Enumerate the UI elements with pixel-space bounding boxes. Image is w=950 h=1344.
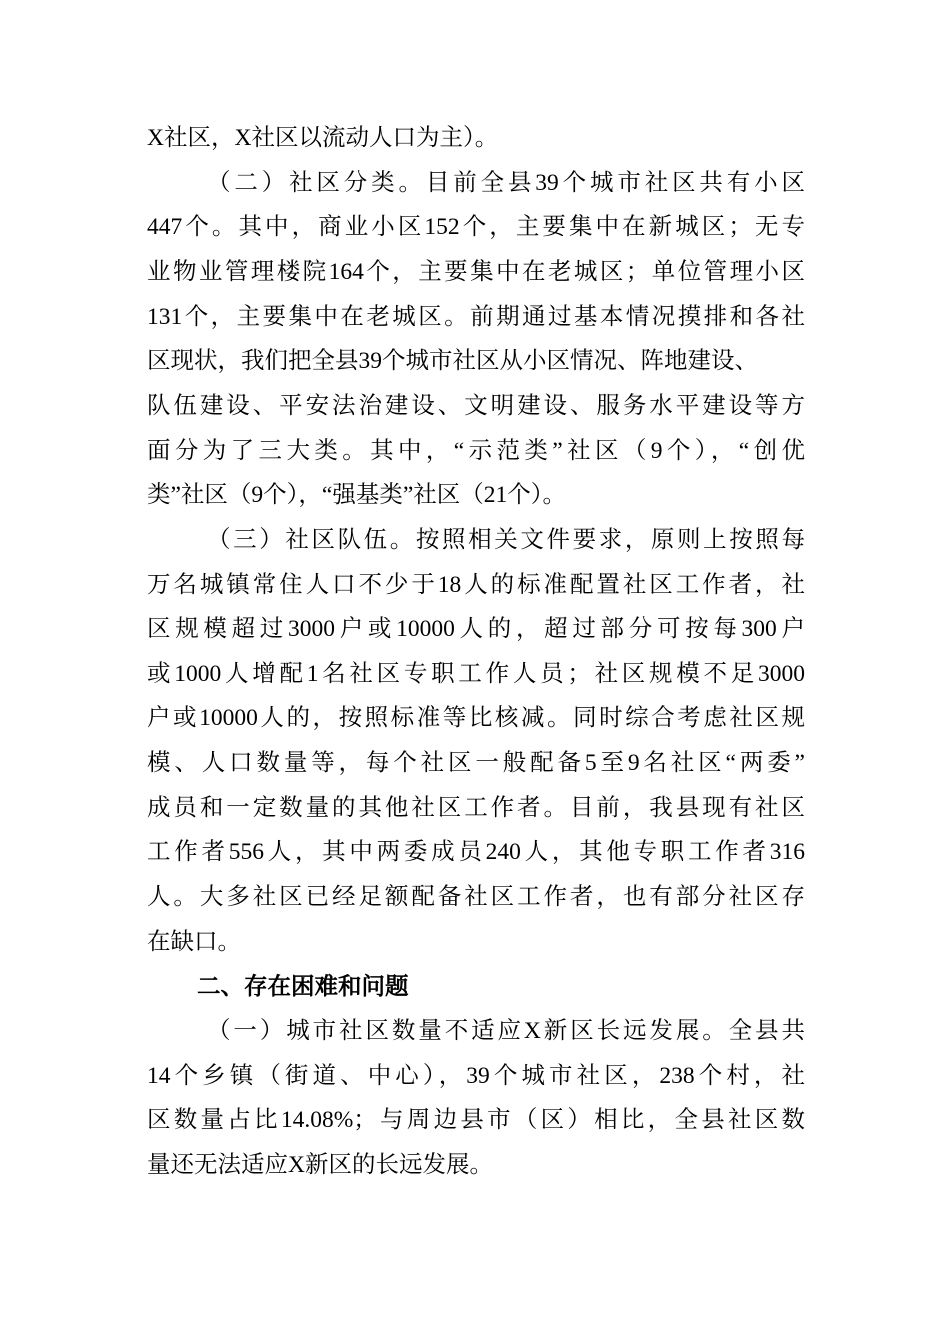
- text-line: 区数量占比14.08%；与周边县市（区）相比，全县社区数: [147, 1107, 805, 1134]
- text-line: 万名城镇常住人口不少于18人的标准配置社区工作者，社: [147, 571, 805, 598]
- text-line: 业物业管理楼院164个，主要集中在老城区；单位管理小区: [147, 258, 805, 285]
- text-line: 户或10000人的，按照标准等比核减。同时综合考虑社区规: [147, 705, 805, 732]
- text-line: 区规模超过3000户或10000人的，超过部分可按每300户: [147, 616, 805, 643]
- text-line: 在缺口。: [147, 928, 241, 955]
- text-line: 14个乡镇（街道、中心），39个城市社区，238个村，社: [147, 1062, 805, 1089]
- text-line: （二）社区分类。目前全县39个城市社区共有小区: [207, 169, 805, 196]
- text-line: 447个。其中，商业小区152个，主要集中在新城区；无专: [147, 214, 805, 241]
- text-line: 131个，主要集中在老城区。前期通过基本情况摸排和各社: [147, 303, 805, 330]
- text-line: （三）社区队伍。按照相关文件要求，原则上按照每: [207, 526, 805, 553]
- text-line: （一）城市社区数量不适应X新区长远发展。全县共: [207, 1018, 805, 1044]
- text-line: 工作者556人，其中两委成员240人，其他专职工作者316: [147, 839, 805, 866]
- text-line: 成员和一定数量的其他社区工作者。目前，我县现有社区: [147, 794, 805, 821]
- text-line: 或1000人增配1名社区专职工作人员；社区规模不足3000: [147, 660, 805, 687]
- text-line: 量还无法适应X新区的长远发展。: [147, 1151, 493, 1178]
- text-line: 区现状，我们把全县39个城市社区从小区情况、阵地建设、: [147, 348, 758, 375]
- text-line: X社区，X社区以流动人口为主）。: [147, 125, 499, 151]
- text-line: 队伍建设、平安法治建设、文明建设、服务水平建设等方: [147, 392, 805, 419]
- text-line: 面分为了三大类。其中，“示范类”社区（9个），“创优: [147, 437, 805, 464]
- section-heading: 二、存在困难和问题: [197, 973, 409, 1000]
- text-line: 人。大多社区已经足额配备社区工作者，也有部分社区存: [147, 884, 805, 911]
- text-line: 模、人口数量等，每个社区一般配备5至9名社区“两委”: [147, 750, 805, 777]
- text-line: 类”社区（9个），“强基类”社区（21个）。: [147, 482, 567, 509]
